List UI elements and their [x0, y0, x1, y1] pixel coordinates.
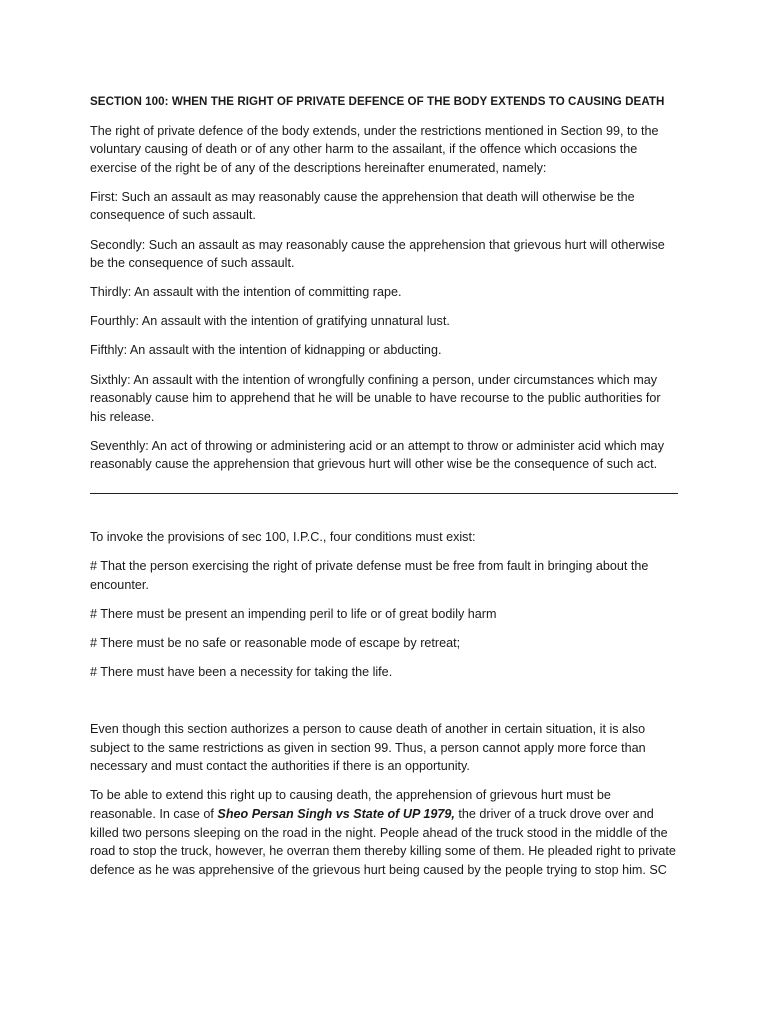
clause-fifthly: Fifthly: An assault with the intention of kidnapping or abducting. — [90, 343, 442, 358]
clause-fourthly: Fourthly: An assault with the intention of gratifying unnatural lust. — [90, 314, 450, 329]
explanation-paragraph: Even though this section authorizes a person to cause death of another in certain situation, it is also subject to the same restrictions as given in section 99. Thus, a person cannot apply more force than necessary and must contact the authorities if there is an opportunity. — [90, 722, 646, 774]
condition-item: # There must have been a necessity for taking the life. — [90, 664, 393, 679]
intro-paragraph: The right of private defence of the body extends, under the restrictions mentioned in Section 99, to the voluntary causing of death or of any other harm to the assailant, if the offence which occasions the exercise of the right be of any of the descriptions hereinafter enumerated, namely: — [90, 123, 659, 175]
condition-item: # That the person exercising the right of private defense must be free from fault in bringing about the encounter. — [90, 559, 649, 592]
clause-sixthly: Sixthly: An assault with the intention of wrongfully confining a person, under circumstances which may reasonably cause him to apprehend that he will be unable to have recourse to the public authorities for his release. — [90, 372, 661, 424]
clause-thirdly: Thirdly: An assault with the intention of committing rape. — [90, 285, 402, 300]
condition-item: # There must be no safe or reasonable mode of escape by retreat; — [90, 635, 461, 650]
spacer — [90, 692, 680, 720]
clause-first: First: Such an assault as may reasonably cause the apprehension that death will otherwise be the consequence of such assault. — [90, 189, 635, 223]
section-heading: SECTION 100: WHEN THE RIGHT OF PRIVATE DEFENCE OF THE BODY EXTENDS TO CAUSING DEATH — [90, 95, 665, 108]
clause-secondly: Secondly: Such an assault as may reasonably cause the apprehension that grievous hurt will otherwise be the consequence of such assault. — [90, 237, 665, 271]
case-citation: Sheo Persan Singh vs State of UP 1979, — [217, 806, 455, 821]
condition-item: # There must be present an impending peril to life or of great bodily harm — [90, 606, 497, 621]
conditions-intro: To invoke the provisions of sec 100, I.P.C., four conditions must exist: — [90, 530, 476, 544]
clause-seventhly: Seventhly: An act of throwing or administering acid or an attempt to throw or administer acid which may reasonably cause the apprehension that grievous hurt will other wise be the consequence of such act. — [90, 438, 664, 472]
case-text-before: To be able to extend this right up to causing death, the apprehension of grievous hurt must be reasonable. In case of — [90, 788, 611, 821]
case-paragraph — [90, 786, 680, 879]
spacer — [90, 494, 680, 528]
document-body — [90, 93, 680, 890]
case-text-after: the driver of a truck drove over and killed two persons sleeping on the road in the night. People ahead of the truck stood in the middle of the road to stop the truck, however, he overran them thereby killing some of them. He pleaded right to private defence as he was apprehensive of the grievous hurt being caused by the people trying to stop him. SC — [90, 806, 676, 877]
